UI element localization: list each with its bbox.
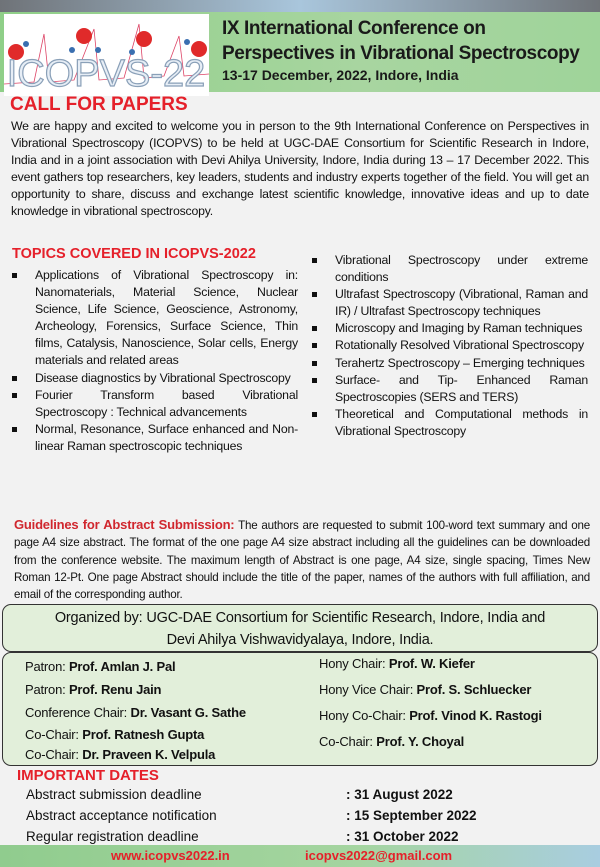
topic-item: Normal, Resonance, Surface enhanced and Non-linear Raman spectroscopic techniques: [10, 421, 298, 455]
conference-dates: 13-17 December, 2022, Indore, India: [222, 67, 459, 83]
committee-member: Co-Chair: Dr. Praveen K. Velpula: [25, 747, 216, 762]
topics-list-left: [10, 267, 298, 455]
guidelines-text: The authors are requested to submit 100-word text summary and one page A4 size abstract. The format of the one page A4 size abstract including all the guidelines can be downloaded from the conference website. The maximum length of Abstract is one page, A4 size, single spacing, Times New Roman 12-Pt. One page Abstract should include the title of the paper, names of the authors with full affiliation, and email of the corresponding author.: [14, 519, 591, 602]
topic-item: Surface- and Tip- Enhanced Raman Spectroscopies (SERS and TERS): [310, 372, 588, 406]
committee-member: Hony Vice Chair: Prof. S. Schluecker: [319, 682, 532, 697]
committee-member: Patron: Prof. Amlan J. Pal: [25, 659, 176, 674]
date-row: Regular registration deadline : 31 October 2022: [26, 829, 459, 844]
conference-logo: [4, 14, 209, 96]
topic-item: Fourier Transform based Vibrational Spectroscopy : Technical advancements: [10, 387, 298, 421]
organizers-box: [2, 604, 598, 652]
guidelines-heading: Guidelines for Abstract Submission:: [14, 517, 235, 532]
topic-item: Applications of Vibrational Spectroscopy in: Nanomaterials, Material Science, Nuclear Science, Life Science, Geoscience, Astronomy, Archeology, Forensics, Surface Science, Thin films, Catalysis, Nanoscience, Solar cells, Energy materials and related areas: [10, 267, 298, 370]
footer: [0, 845, 600, 867]
committee-member: Hony Chair: Prof. W. Kiefer: [319, 656, 475, 671]
svg-text:ICOPVS-22: ICOPVS-22: [6, 53, 206, 95]
call-for-papers-heading: CALL FOR PAPERS: [10, 94, 188, 115]
topic-item: Disease diagnostics by Vibrational Spectroscopy: [10, 370, 298, 387]
important-dates-heading: IMPORTANT DATES: [17, 767, 159, 784]
topic-item: Vibrational Spectroscopy under extreme conditions: [310, 252, 588, 286]
committee-member: Conference Chair: Dr. Vasant G. Sathe: [25, 705, 246, 720]
committee-box: [2, 652, 598, 766]
committee-member: Co-Chair: Prof. Ratnesh Gupta: [25, 727, 205, 742]
title-line-2: Perspectives in Vibrational Spectroscopy: [222, 43, 580, 64]
organizers-line-1: Organized by: UGC-DAE Consortium for Scientific Research, Indore, India and: [54, 610, 546, 626]
topic-item: Ultrafast Spectroscopy (Vibrational, Raman and IR) / Ultrafast Spectroscopy techniques: [310, 286, 588, 320]
email-link[interactable]: icopvs2022@gmail.com: [305, 848, 453, 863]
title-line-1: IX International Conference on: [222, 18, 486, 39]
committee-member: Hony Co-Chair: Prof. Vinod K. Rastogi: [319, 708, 542, 723]
topics-list-right: [310, 252, 588, 440]
committee-member: Patron: Prof. Renu Jain: [25, 682, 162, 697]
date-row: Abstract submission deadline : 31 August 2022: [26, 787, 453, 802]
topic-item: Terahertz Spectroscopy – Emerging techniques: [310, 355, 588, 372]
topic-item: Theoretical and Computational methods in Vibrational Spectroscopy: [310, 406, 588, 440]
guidelines: [14, 516, 590, 603]
topic-item: Microscopy and Imaging by Raman techniques: [310, 320, 588, 337]
committee-member: Co-Chair: Prof. Y. Choyal: [319, 734, 465, 749]
top-bar: [0, 0, 600, 12]
header: [0, 12, 600, 95]
website-link[interactable]: www.icopvs2022.in: [111, 848, 230, 863]
topic-item: Rotationally Resolved Vibrational Spectroscopy: [310, 337, 588, 354]
date-row: Abstract acceptance notification : 15 September 2022: [26, 808, 477, 823]
intro-paragraph: We are happy and excited to welcome you in person to the 9th International Conference on Perspectives in Vibrational Spectroscopy (ICOPVS) to be held at UGC-DAE Consortium for Scientific Research in Indore, India and in a joint association with Devi Ahilya University, Indore, India during 13 – 17 December 2022. This event gathers top researchers, key leaders, students and industry experts together of the field. You will get an opportunity to share, discuss and exchange latest scientific knowledge, innovative ideas and up to date knowledge in vibrational spectroscopy.: [11, 119, 589, 219]
topics-heading: TOPICS COVERED IN ICOPVS-2022: [12, 246, 256, 262]
conference-title: [222, 16, 579, 66]
organizers-line-2: Devi Ahilya Vishwavidyalaya, Indore, India.: [166, 632, 434, 648]
